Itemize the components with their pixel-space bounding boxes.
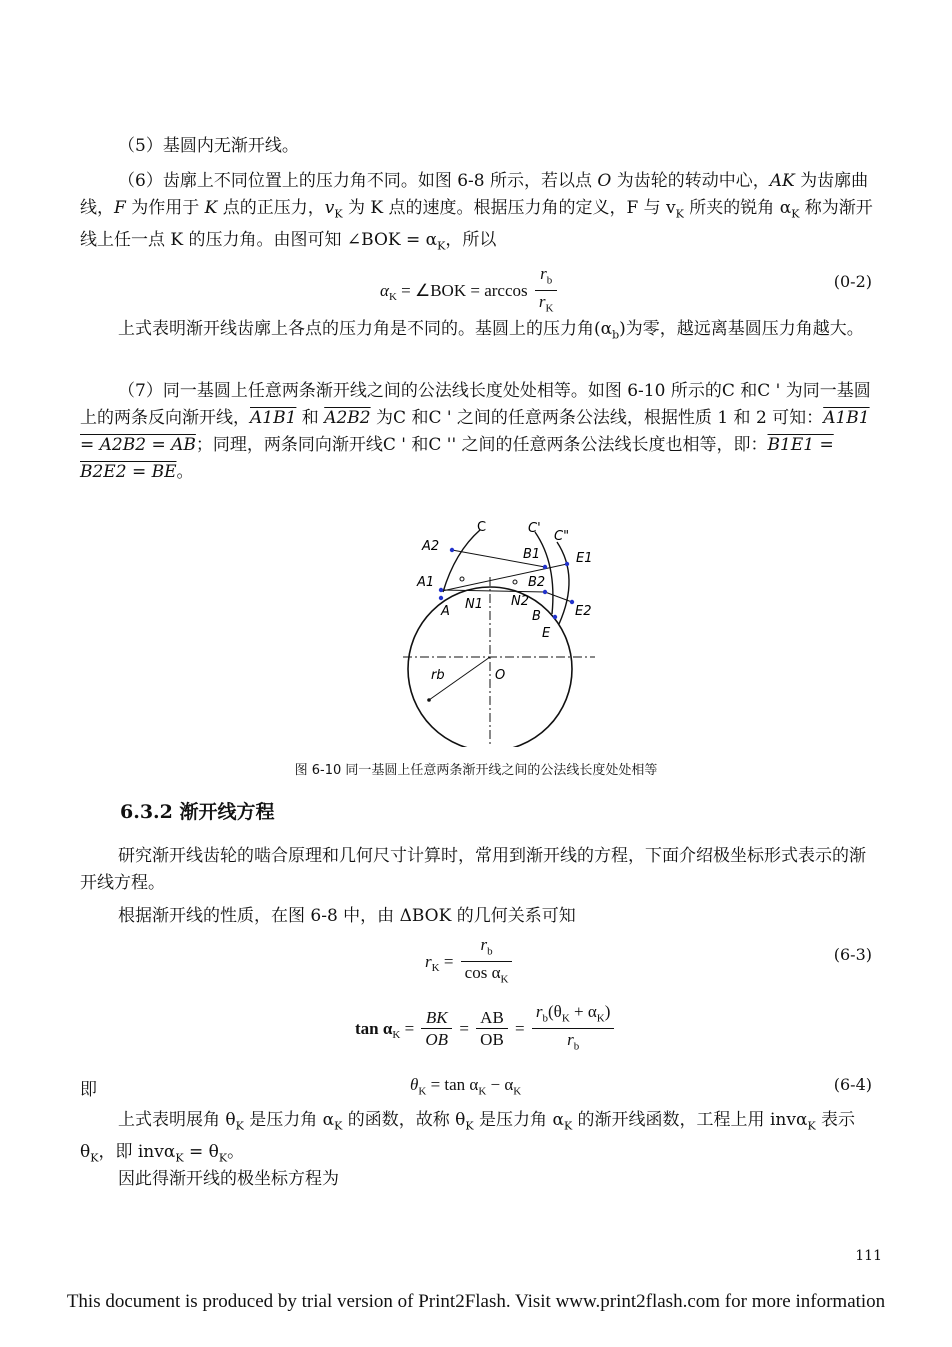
segment-equality: A1B1 = A2B2 = AB (80, 408, 870, 455)
subscript: K (90, 1151, 99, 1165)
subscript: K (478, 1085, 487, 1098)
subscript: K (235, 1119, 244, 1133)
subscript: K (791, 207, 800, 221)
page-number: 111 (855, 1248, 882, 1264)
var-v: v (324, 198, 335, 218)
var-F: F (114, 198, 126, 218)
text-run: 为齿轮的转动中心， (611, 171, 770, 191)
theta-term: (θ (548, 1002, 562, 1021)
subscript: K (175, 1151, 184, 1165)
label-E2: E2 (575, 604, 592, 619)
text-run: 因此得渐开线的极坐标方程为 (118, 1169, 339, 1189)
subscript: K (218, 1151, 228, 1165)
subscript: b (546, 274, 553, 287)
radius-end-dot (427, 698, 431, 702)
text-run: 点的正压力， (217, 198, 325, 218)
equation-body: $\tan \alpha_K$ = $\frac{BK}{OB}$ = $\frac{AB}{OB}$ = $\frac{r_b(\theta_K + \alpha_K)}{r_b}$ (355, 1002, 617, 1058)
fraction-rb-rk (535, 264, 558, 320)
equation-text: = ∠BOK = arccos (396, 280, 528, 300)
point-N2 (513, 580, 517, 584)
text-run: 上式表明展角 θ (118, 1110, 236, 1130)
text-run: 所夹的锐角 α (683, 198, 792, 218)
subscript: K (334, 1119, 343, 1133)
var-r: r (535, 1002, 543, 1021)
text-run: 为C 和C ' 之间的任意两条公法线，根据性质 1 和 2 可知： (370, 408, 824, 428)
paragraph-geometry (80, 903, 880, 930)
alpha-symbol: α (380, 280, 389, 300)
equation-number: (6-4) (833, 1075, 872, 1094)
segment-OB: OB (480, 1030, 504, 1050)
subscript: K (563, 1119, 573, 1133)
label-B2: B2 (528, 575, 546, 590)
equation-6-3 (80, 933, 880, 986)
subscript: b (487, 945, 493, 958)
subscript: K (418, 1085, 427, 1098)
label-C2: C" (554, 529, 570, 544)
point-B1 (543, 565, 547, 569)
text-run: 为 K 点的速度。根据压力角的定义，F 与 v (342, 198, 676, 218)
var-AK: AK (769, 171, 795, 191)
subscript: K (561, 1012, 570, 1025)
tan-alpha: tan α (355, 1018, 393, 1038)
paren-close: ) (604, 1002, 611, 1021)
equation-text: − α (486, 1075, 514, 1094)
segment-A1B1: A1B1 (250, 408, 297, 428)
label-E: E (542, 626, 551, 641)
segment-equality-2: B1E1 = B2E2 = BE (80, 435, 834, 482)
figure-caption: 图 6-10 同一基圆上任意两条渐开线之间的公法线长度处处相等 (294, 763, 658, 778)
subscript: K (513, 1085, 522, 1098)
fraction-denominator (476, 1029, 508, 1051)
text-run: 。 (176, 462, 194, 482)
text-run: 是压力角 α (243, 1110, 335, 1130)
paragraph-6 (80, 168, 880, 260)
fraction-numerator (461, 935, 513, 962)
point-E1 (565, 562, 569, 566)
var-r: r (480, 935, 488, 954)
label-C: C (477, 520, 487, 535)
subscript: K (807, 1119, 816, 1133)
text-run: 和 (296, 408, 325, 428)
paragraph-7 (80, 378, 880, 486)
fraction-denominator (421, 1029, 452, 1051)
label-A2: A2 (422, 539, 440, 554)
text-run: （7）同一基圆上任意两条渐开线之间的公法线长度处处相等。如图 6-10 所示的C 和C ' 为同一基圆上的两条反向渐开线， (80, 381, 871, 428)
text-run: （6）齿廓上不同位置上的压力角不同。如图 6-8 所示，若以点 (118, 171, 598, 191)
text-run: 为齿廓曲线， (80, 171, 869, 218)
var-r: r (425, 951, 432, 971)
subscript: K (437, 239, 446, 253)
label-N1: N1 (465, 597, 483, 612)
paragraph-polar-equation (80, 1166, 880, 1193)
fraction-numerator (421, 1008, 452, 1029)
fraction-numerator (535, 264, 558, 291)
subscript: K (545, 302, 554, 315)
point-A (439, 596, 443, 600)
fraction-denominator (532, 1029, 615, 1057)
equation-body: $r_K$ = $\frac{r_b}{\cos \alpha_K}$ (425, 935, 515, 991)
text-run: 的函数，故称 θ (342, 1110, 466, 1130)
var-r: r (540, 264, 547, 283)
paragraph-involute-equation (80, 843, 880, 897)
text-run: 。 (227, 1142, 245, 1163)
var-r: r (538, 292, 546, 312)
fraction-AB-OB (476, 1008, 508, 1051)
var-OB: OB (425, 1030, 449, 1050)
equation-number: (6-3) (833, 945, 872, 964)
subscript: K (500, 973, 509, 986)
paragraph-text: （5）基圆内无渐开线。 (118, 136, 299, 156)
equation-0-2 (80, 262, 880, 315)
equation-body (380, 264, 560, 320)
equation-6-4 (80, 1075, 880, 1105)
point-A1 (439, 588, 443, 592)
equation-body (410, 1075, 521, 1097)
label-C1: C' (528, 521, 541, 536)
label-A1: A1 (417, 575, 435, 590)
involute-C (443, 530, 480, 592)
var-K: K (204, 198, 218, 218)
fraction-rb-cos (461, 935, 513, 991)
theta-symbol: θ (410, 1075, 419, 1094)
text-run: 称为渐开线上任一点 K 的压力角。由图可知 ∠BOK = α (80, 198, 873, 251)
subscript: K (334, 207, 343, 221)
var-O: O (597, 171, 612, 191)
segment-A2B2: A2B2 (324, 408, 371, 428)
text-run: 根据渐开线的性质，在图 6-8 中，由 ΔBOK 的几何关系可知 (118, 906, 576, 926)
cos-alpha: cos α (464, 963, 501, 983)
point-B2 (543, 590, 547, 594)
subscript: b (612, 328, 620, 342)
text-run: 的渐开线函数，工程上用 invα (572, 1110, 808, 1130)
subscript: K (465, 1119, 474, 1133)
fraction-rb-theta (532, 1002, 615, 1058)
normal-A1B2 (441, 590, 545, 592)
fraction-BK-OB (421, 1008, 452, 1051)
text-run: ，即 invα (98, 1142, 176, 1163)
text-run: ；同理，两条同向渐开线C ' 和C '' 之间的任意两条公法线长度也相等，即： (195, 435, 768, 455)
paragraph-5 (80, 133, 880, 160)
equation-text: = tan α (426, 1075, 479, 1094)
subscript: K (392, 1029, 401, 1042)
text-run: )为零，越远离基圆压力角越大。 (619, 319, 864, 339)
text-run: 上式表明渐开线齿廓上各点的压力角是不同的。基圆上的压力角(α (118, 319, 613, 339)
equation-number: (0-2) (833, 272, 872, 291)
label-B: B (532, 609, 541, 624)
label-O: O (495, 668, 506, 683)
figure-6-10 (395, 512, 610, 747)
section-heading: 6.3.2 渐开线方程 (120, 801, 275, 823)
subscript: b (542, 1012, 549, 1025)
label-E1: E1 (576, 551, 593, 566)
point-E2 (570, 600, 574, 604)
arc-AB: AB (480, 1008, 504, 1028)
text-run: 研究渐开线齿轮的啮合原理和几何尺寸计算时，常用到渐开线的方程，下面介绍极坐标形式表示的渐开线方程。 (80, 846, 866, 893)
fraction-numerator (532, 1002, 615, 1029)
subscript: b (573, 1040, 580, 1053)
fraction-denominator (461, 962, 513, 990)
label-B1: B1 (523, 547, 541, 562)
var-BK: BK (425, 1008, 448, 1028)
label-A: A (441, 604, 450, 619)
subscript: K (675, 207, 684, 221)
text-run: 表示 θ (80, 1110, 856, 1163)
point-A2 (450, 548, 454, 552)
alpha-term: + α (569, 1002, 597, 1021)
subscript: K (596, 1012, 605, 1025)
text-run: 为作用于 (125, 198, 205, 218)
subscript: K (431, 962, 440, 975)
var-r: r (567, 1030, 574, 1050)
involute-C2 (557, 542, 569, 624)
paragraph-involute-function (80, 1107, 880, 1172)
paragraph-pressure-angle (80, 316, 880, 348)
label-rb: rb (431, 668, 445, 683)
text-run: ，所以 (445, 230, 497, 251)
point-N1 (460, 577, 464, 581)
fraction-numerator (476, 1008, 508, 1029)
text-run: 是压力角 α (473, 1110, 564, 1130)
subscript: K (388, 291, 397, 304)
text-run: = θ (183, 1142, 219, 1163)
equation-tan (80, 1000, 880, 1060)
point-E (553, 615, 557, 619)
lead-text: 即 (80, 1080, 97, 1100)
trial-footer: This document is produced by trial version of Print2Flash. Visit www.print2flash.com for more information (66, 1291, 886, 1312)
label-N2: N2 (511, 594, 529, 609)
